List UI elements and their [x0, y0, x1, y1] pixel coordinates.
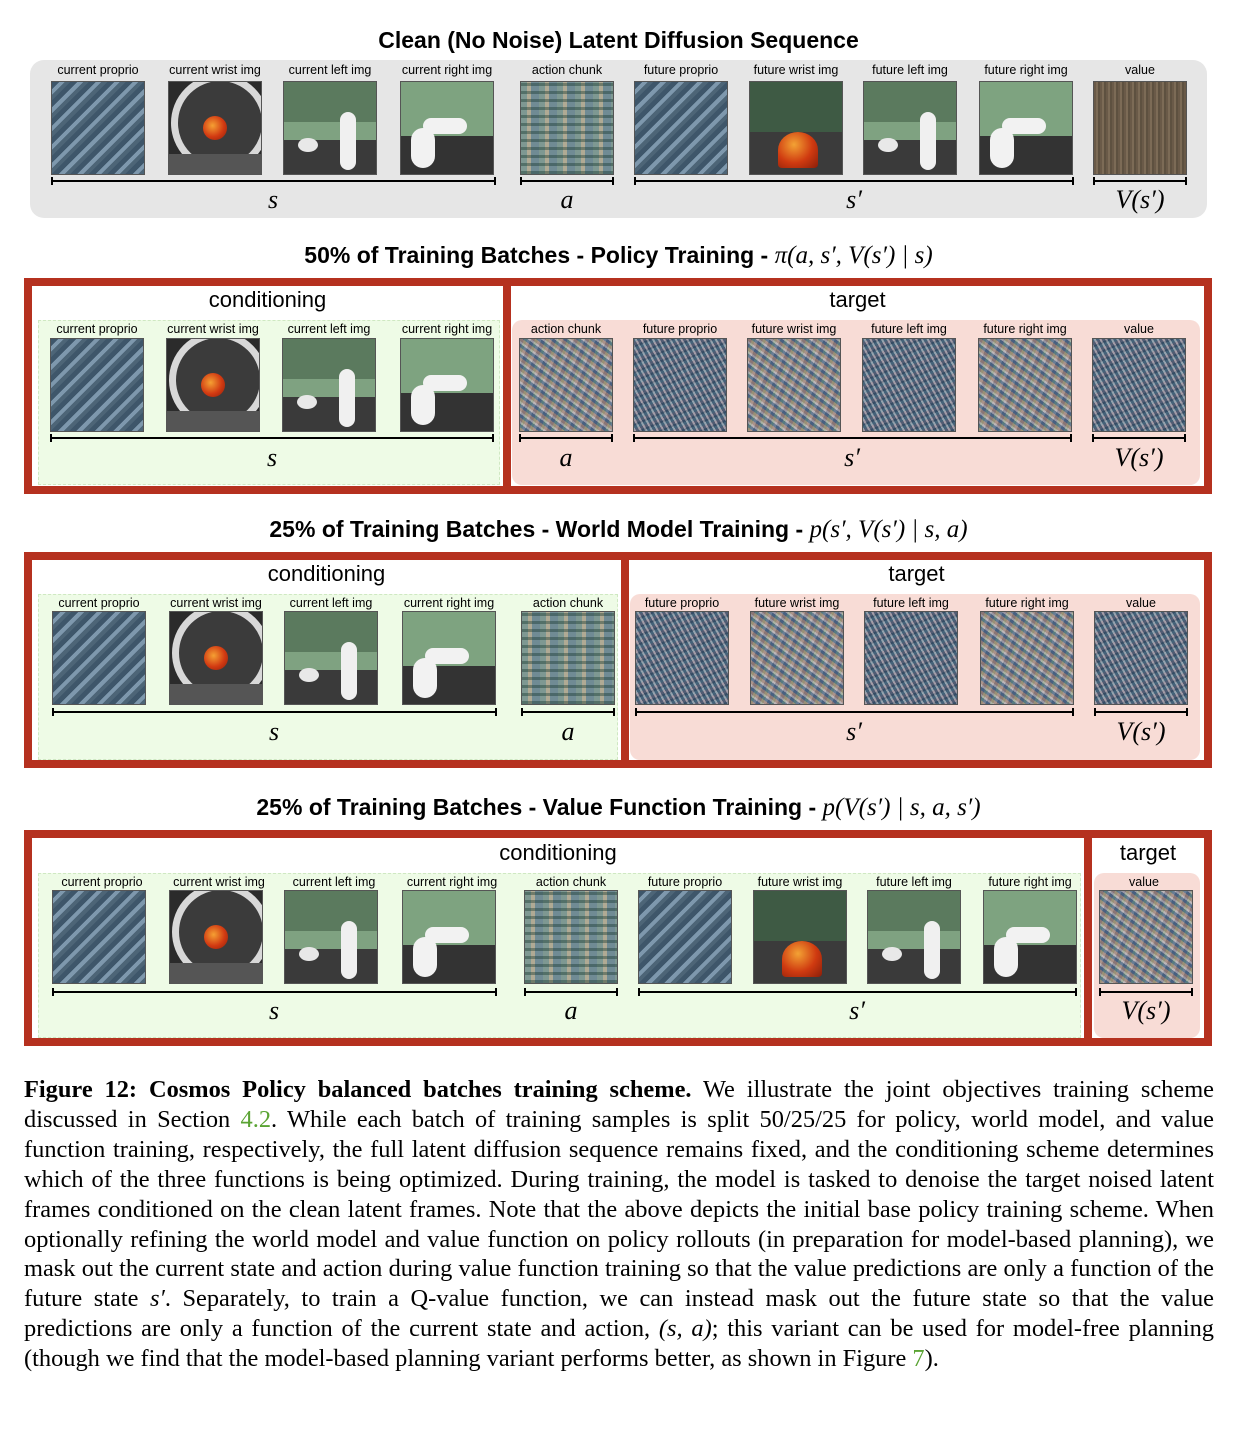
state-symbol: s	[268, 996, 280, 1025]
wrist-camera-image	[169, 611, 263, 705]
action-bracket	[519, 434, 613, 442]
value-bracket	[1099, 988, 1193, 996]
noised-latent-image	[1099, 890, 1193, 984]
right-camera-image	[400, 81, 494, 175]
tile-label: future wrist img	[757, 875, 843, 889]
tile-label: current right img	[406, 875, 498, 889]
tile-label: future right img	[983, 322, 1067, 336]
tile-label: current wrist img	[167, 322, 259, 336]
tile-label: current proprio	[56, 322, 138, 336]
noised-latent-image	[635, 611, 729, 705]
proprio-latent-image	[638, 890, 732, 984]
tile-label: value	[1124, 322, 1154, 336]
noised-latent-image	[633, 338, 727, 432]
tile-label: future proprio	[644, 596, 720, 610]
tile-label: action chunk	[531, 63, 603, 77]
value-symbol: V(s′)	[1115, 185, 1165, 214]
noised-latent-image	[980, 611, 1074, 705]
left-camera-image	[284, 611, 378, 705]
tile-label: current proprio	[58, 596, 140, 610]
conditioning-label: conditioning	[267, 561, 386, 586]
left-camera-image	[284, 890, 378, 984]
wrist-camera-image	[166, 338, 260, 432]
state-symbol: s	[267, 185, 279, 214]
value-bracket	[1094, 708, 1188, 716]
proprio-latent-image	[52, 611, 146, 705]
tile-label: current wrist img	[173, 875, 265, 889]
action-symbol: a	[564, 996, 578, 1025]
tile-label: current proprio	[61, 875, 143, 889]
tile-label: future proprio	[642, 322, 718, 336]
figure-link[interactable]: 7	[912, 1345, 925, 1373]
state-symbol: s	[268, 717, 280, 746]
tile-label: current left img	[292, 875, 376, 889]
tile-label: value	[1129, 875, 1159, 889]
state-bracket	[52, 988, 497, 996]
tile-label: current right img	[403, 596, 495, 610]
next-state-bracket	[634, 177, 1074, 185]
future-wrist-camera-image	[753, 890, 847, 984]
tile-label: current left img	[288, 63, 372, 77]
noised-latent-image	[978, 338, 1072, 432]
tile-label: action chunk	[530, 322, 602, 336]
left-camera-image	[283, 81, 377, 175]
future-wrist-camera-image	[749, 81, 843, 175]
value-latent-image	[1093, 81, 1187, 175]
right-camera-image	[400, 338, 494, 432]
tile-label: future left img	[872, 63, 948, 77]
tile-label: future left img	[876, 875, 952, 889]
noised-latent-image	[1094, 611, 1188, 705]
action-latent-image	[521, 611, 615, 705]
figure-label: Figure 12:	[24, 1076, 138, 1103]
action-symbol: a	[559, 443, 573, 472]
next-state-symbol: s′	[846, 717, 862, 746]
noised-latent-image	[864, 611, 958, 705]
tile-label: current right img	[401, 63, 493, 77]
left-camera-image	[282, 338, 376, 432]
proprio-latent-image	[51, 81, 145, 175]
next-state-bracket	[633, 434, 1072, 442]
figure-caption: Figure 12: Cosmos Policy balanced batches training scheme. We illustrate the joint objectives training scheme discussed in Section 4.2. While each batch of training samples is split 50/25/25 for policy, world model, and value function training, respectively, the full latent diffusion sequence remains fixed, and the conditioning scheme determines which of the three functions is being optimized. During training, the model is tasked to denoise the target noised latent frames conditioned on the clean latent frames. Note that the above depicts the initial base policy training scheme. When optionally refining the world model and value function on policy rollouts (in preparation for model-based planning), we mask out the current state and action during value function training so that the value predictions are only a function of the future state s′. Separately, to train a Q-value function, we can instead mask out the future state so that the value predictions are only a function of the current state and action, (s, a); this variant can be used for model-free planning (though we find that the model-based planning variant performs better, as shown in Figure 7).	[24, 1076, 1214, 1373]
tile-label: action chunk	[532, 596, 604, 610]
figure-title: Cosmos Policy balanced batches training scheme.	[148, 1076, 692, 1103]
noised-latent-image	[519, 338, 613, 432]
tile-label: current proprio	[57, 63, 139, 77]
section-link[interactable]: 4.2	[240, 1105, 272, 1133]
tile-label: current wrist img	[170, 596, 262, 610]
state-bracket	[51, 177, 496, 185]
tile-label: future right img	[985, 596, 1069, 610]
next-state-symbol: s′	[844, 443, 860, 472]
next-state-bracket	[635, 708, 1074, 716]
noised-latent-image	[862, 338, 956, 432]
proprio-latent-image	[50, 338, 144, 432]
action-bracket	[524, 988, 618, 996]
value-symbol: V(s′)	[1114, 443, 1164, 472]
tile-label: future proprio	[643, 63, 719, 77]
target-label: target	[1119, 840, 1177, 865]
value-function-training-title: 25% of Training Batches - Value Function Training - p(V(s′) | s, a, s′)	[256, 794, 981, 821]
tile-label: value	[1125, 63, 1155, 77]
action-bracket	[521, 708, 615, 716]
state-symbol: s	[266, 443, 278, 472]
state-bracket	[50, 434, 494, 442]
next-state-symbol: s′	[849, 996, 865, 1025]
tile-label: value	[1126, 596, 1156, 610]
tile-label: future right img	[984, 63, 1068, 77]
right-camera-image	[979, 81, 1073, 175]
value-bracket	[1093, 177, 1187, 185]
target-label: target	[829, 287, 886, 312]
tile-label: future wrist img	[751, 322, 837, 336]
value-symbol: V(s′)	[1121, 996, 1171, 1025]
action-symbol: a	[561, 717, 575, 746]
left-camera-image	[867, 890, 961, 984]
wrist-camera-image	[169, 890, 263, 984]
action-symbol: a	[560, 185, 574, 214]
tile-label: action chunk	[535, 875, 607, 889]
tile-label: current left img	[289, 596, 373, 610]
right-camera-image	[402, 611, 496, 705]
noised-latent-image	[750, 611, 844, 705]
policy-training-title: 50% of Training Batches - Policy Training - π(a, s′, V(s′) | s)	[304, 242, 933, 269]
target-label: target	[888, 561, 945, 586]
tile-label: current right img	[401, 322, 493, 336]
action-latent-image	[524, 890, 618, 984]
tile-label: future left img	[871, 322, 947, 336]
value-symbol: V(s′)	[1116, 717, 1166, 746]
value-bracket	[1092, 434, 1186, 442]
tile-label: future wrist img	[754, 596, 840, 610]
left-camera-image	[863, 81, 957, 175]
proprio-latent-image	[52, 890, 146, 984]
tile-label: future left img	[873, 596, 949, 610]
next-state-bracket	[638, 988, 1077, 996]
right-camera-image	[983, 890, 1077, 984]
tile-label: current left img	[287, 322, 371, 336]
next-state-symbol: s′	[846, 185, 862, 214]
world-model-training-title: 25% of Training Batches - World Model Training - p(s′, V(s′) | s, a)	[269, 516, 968, 543]
tile-label: future right img	[988, 875, 1072, 889]
wrist-camera-image	[168, 81, 262, 175]
tile-label: future proprio	[647, 875, 723, 889]
action-bracket	[520, 177, 614, 185]
clean-sequence-title: Clean (No Noise) Latent Diffusion Sequence	[378, 27, 859, 53]
state-bracket	[52, 708, 497, 716]
action-latent-image	[520, 81, 614, 175]
noised-latent-image	[747, 338, 841, 432]
noised-latent-image	[1092, 338, 1186, 432]
tile-label: current wrist img	[169, 63, 261, 77]
right-camera-image	[402, 890, 496, 984]
conditioning-label: conditioning	[499, 840, 617, 865]
proprio-latent-image	[634, 81, 728, 175]
tile-label: future wrist img	[753, 63, 839, 77]
conditioning-label: conditioning	[208, 287, 327, 312]
